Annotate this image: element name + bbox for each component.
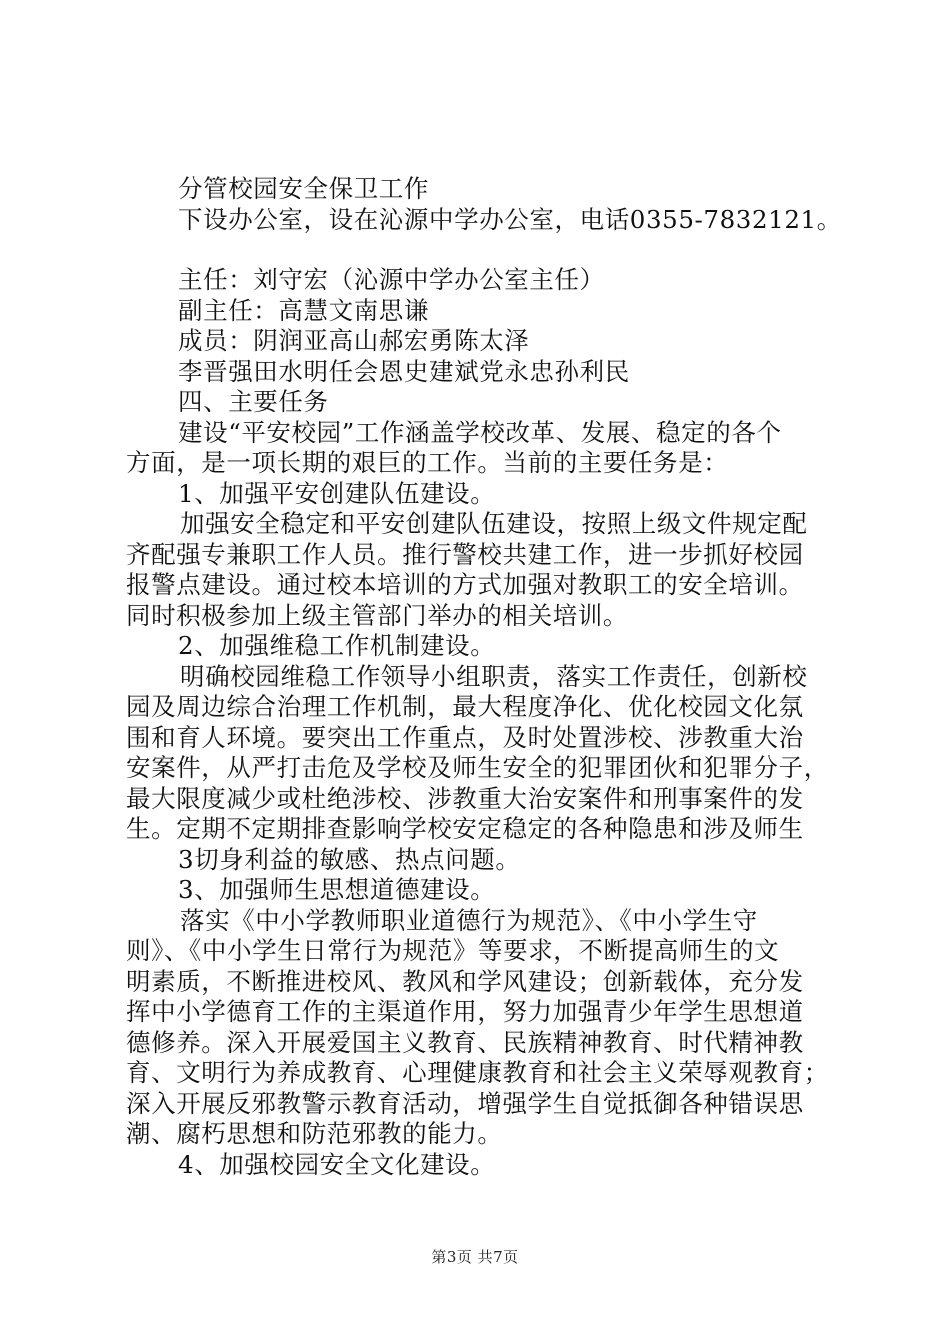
page-number: 第3页 共7页 xyxy=(431,1248,519,1266)
text-line: 则》、《中小学生日常行为规范》等要求，不断提高师生的文 xyxy=(126,936,780,965)
subsection-heading: 2、加强维稳工作机制建设。 xyxy=(178,631,496,660)
subsection-heading: 4、加强校园安全文化建设。 xyxy=(178,1149,496,1179)
text-line: 主任：刘守宏（沁源中学办公室主任） xyxy=(178,265,605,294)
text-line: 生。定期不定期排查影响学校安定稳定的各种隐患和涉及师生 xyxy=(126,814,804,843)
text-line: 明确校园维稳工作领导小组职责，落实工作责任，创新校 xyxy=(180,661,808,691)
text-line: 最大限度减少或杜绝涉校、涉教重大治安案件和刑事案件的发 xyxy=(126,783,804,813)
blank-line xyxy=(126,235,832,265)
document-body xyxy=(126,174,842,1180)
text-line: 育、文明行为养成教育、心理健康教育和社会主义荣辱观教育； xyxy=(126,1058,829,1087)
text-line: 建设“平安校园”工作涵盖学校改革、发展、稳定的各个 xyxy=(178,417,782,447)
text-line: 潮、腐朽思想和防范邪教的能力。 xyxy=(126,1119,503,1148)
text-line: 加强安全稳定和平安创建队伍建设，按照上级文件规定配 xyxy=(180,509,808,538)
text-line: 成员：阴润亚高山郝宏勇陈太泽 xyxy=(178,326,530,355)
text-line: 明素质，不断推进校风、教风和学风建设；创新载体，充分发 xyxy=(126,966,804,996)
text-line: 报警点建设。通过校本培训的方式加强对教职工的安全培训。 xyxy=(126,570,804,599)
text-line: 挥中小学德育工作的主渠道作用，努力加强青少年学生思想道 xyxy=(126,997,804,1026)
text-line: 园及周边综合治理工作机制，最大程度净化、优化校园文化氛 xyxy=(126,692,804,721)
text-line: 齐配强专兼职工作人员。推行警校共建工作，进一步抓好校园 xyxy=(126,539,804,569)
text-line: 下设办公室，设在沁源中学办公室，电话0355-7832121。 xyxy=(178,204,842,234)
text-line: 副主任：高慧文南思谦 xyxy=(178,295,429,325)
text-line: 深入开展反邪教警示教育活动，增强学生自觉抵御各种错误思 xyxy=(126,1088,804,1118)
text-line: 围和育人环境。要突出工作重点，及时处置涉校、涉教重大治 xyxy=(126,722,804,752)
text-line: 3切身利益的敏感、热点问题。 xyxy=(178,844,521,874)
text-line: 安案件，从严打击危及学校及师生安全的犯罪团伙和犯罪分子， xyxy=(126,753,829,782)
text-line: 方面，是一项长期的艰巨的工作。当前的主要任务是： xyxy=(126,448,729,477)
text-line: 落实《中小学教师职业道德行为规范》、《中小学生守 xyxy=(180,905,758,935)
subsection-heading: 3、加强师生思想道德建设。 xyxy=(178,875,496,904)
text-line: 分管校园安全保卫工作 xyxy=(178,174,429,203)
text-line: 同时积极参加上级主管部门举办的相关培训。 xyxy=(126,600,628,630)
text-line: 李晋强田水明任会恩史建斌党永忠孙利民 xyxy=(178,356,630,386)
subsection-heading: 1、加强平安创建队伍建设。 xyxy=(178,478,496,508)
text-line: 德修养。深入开展爱国主义教育、民族精神教育、时代精神教 xyxy=(126,1027,804,1057)
section-heading: 四、主要任务 xyxy=(178,387,329,416)
